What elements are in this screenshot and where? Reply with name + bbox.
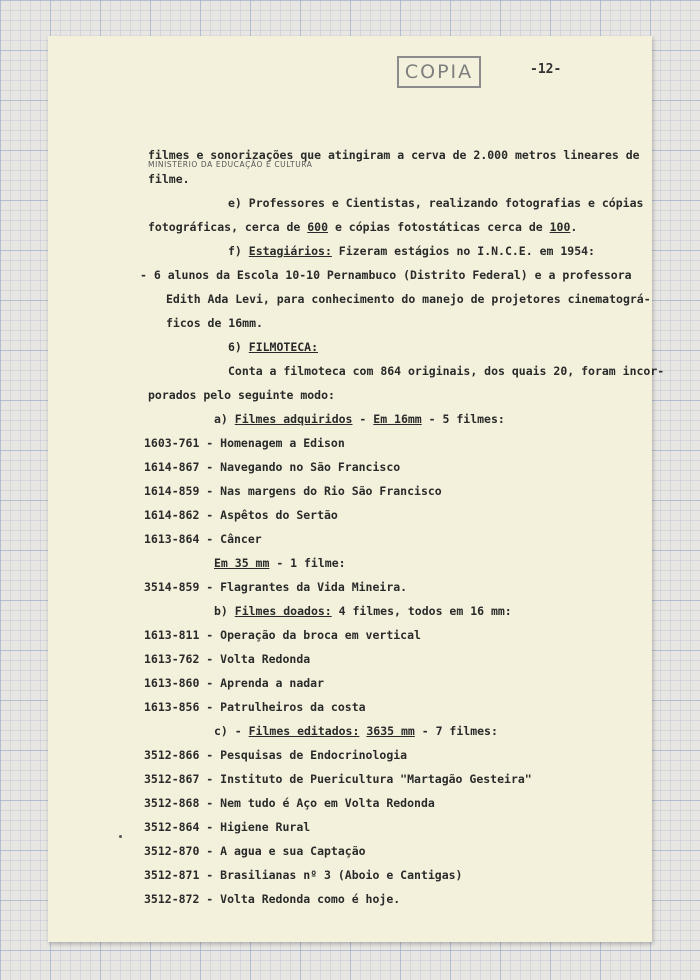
item-e-value-600: 600 — [307, 220, 329, 234]
item-f-text: Fizeram estágios no I.N.C.E. em 1954: — [331, 244, 595, 258]
paragraph-line-2: porados pelo seguinte modo: — [148, 388, 335, 402]
subsection-b-letter: b) — [214, 604, 235, 618]
page-number: -12- — [530, 62, 562, 77]
copia-stamp: COPIA — [397, 56, 481, 88]
item-f-line-2: - 6 alunos da Escola 10-10 Pernambuco (Distrito Federal) e a professora — [140, 268, 632, 282]
subsection-a-dash: - — [352, 412, 374, 426]
film-entry: 1614-862 - Aspêtos do Sertão — [144, 508, 338, 522]
ministry-header: MINISTÉRIO DA EDUCAÇÃO E CULTURA — [148, 160, 313, 169]
item-e-text-1: fotográficas, cerca de — [148, 220, 308, 234]
item-e-value-100: 100 — [549, 220, 571, 234]
film-entry: 1613-856 - Patrulheiros da costa — [144, 700, 366, 714]
film-entry: 3512-870 - A agua e sua Captação — [144, 844, 366, 858]
subsection-c-letter: c) - — [214, 724, 249, 738]
item-e-line-2 — [148, 220, 577, 234]
film-entry: 3512-868 - Nem tudo é Aço em Volta Redonda — [144, 796, 435, 810]
body-line-1: filmes e sonorizações que atingiram a cerva de 2.000 metros lineares de — [148, 148, 640, 162]
subsection-a-count: - 5 filmes: — [421, 412, 505, 426]
film-entry: 3512-867 - Instituto de Puericultura "Martagão Gesteira" — [144, 772, 532, 786]
paragraph-line-1: Conta a filmoteca com 864 originais, dos quais 20, foram incor- — [228, 364, 665, 378]
subsection-c-count: - 7 filmes: — [414, 724, 498, 738]
film-entry: 1603-761 - Homenagem a Edison — [144, 436, 345, 450]
item-f-line-4: ficos de 16mm. — [166, 316, 263, 330]
item-f-letter: f) — [228, 244, 249, 258]
item-f-heading: Estagiários: — [248, 244, 332, 258]
section-6-heading — [228, 340, 318, 354]
film-entry: 3512-871 - Brasilianas nº 3 (Aboio e Cantigas) — [144, 868, 463, 882]
subsection-a-letter: a) — [214, 412, 235, 426]
body-line-2: filme. — [148, 172, 190, 186]
item-e-line-1: e) Professores e Cientistas, realizando fotografias e cópias — [228, 196, 644, 210]
document-page — [48, 36, 665, 942]
film-entry: 3512-872 - Volta Redonda como é hoje. — [144, 892, 401, 906]
ink-dot — [119, 835, 122, 838]
film-entry: 1614-859 - Nas margens do Rio São Francisco — [144, 484, 442, 498]
subsection-35mm-format: Em 35 mm — [214, 556, 270, 570]
item-e-text-2: e cópias fotostáticas cerca de — [328, 220, 550, 234]
subsection-35mm-count: - 1 filme: — [269, 556, 346, 570]
section-6-number: 6) — [228, 340, 249, 354]
item-e-text-3: . — [570, 220, 578, 234]
subsection-b-count: 4 filmes, todos em 16 mm: — [331, 604, 512, 618]
film-entry: 1613-811 - Operação da broca em vertical — [144, 628, 421, 642]
item-f-line-1 — [228, 244, 595, 258]
subsection-a-format: Em 16mm — [373, 412, 422, 426]
subsection-b-title: Filmes doados: — [234, 604, 332, 618]
section-6-title: FILMOTECA: — [248, 340, 319, 354]
subsection-c-heading — [214, 724, 498, 738]
film-entry: 1613-762 - Volta Redonda — [144, 652, 311, 666]
film-entry: 1614-867 - Navegando no São Francisco — [144, 460, 401, 474]
subsection-c-format: 3635 mm — [366, 724, 415, 738]
subsection-a-title: Filmes adquiridos — [234, 412, 353, 426]
film-entry: 3514-859 - Flagrantes da Vida Mineira. — [144, 580, 408, 594]
subsection-b-heading — [214, 604, 512, 618]
film-entry: 3512-864 - Higiene Rural — [144, 820, 311, 834]
film-entry: 3512-866 - Pesquisas de Endocrinologia — [144, 748, 408, 762]
subsection-a-heading — [214, 412, 505, 426]
subsection-35mm-heading — [214, 556, 346, 570]
item-f-line-3: Edith Ada Levi, para conhecimento do manejo de projetores cinematográ- — [166, 292, 651, 306]
film-entry: 1613-864 - Câncer — [144, 532, 262, 546]
subsection-c-title: Filmes editados: — [248, 724, 360, 738]
film-entry: 1613-860 - Aprenda a nadar — [144, 676, 325, 690]
